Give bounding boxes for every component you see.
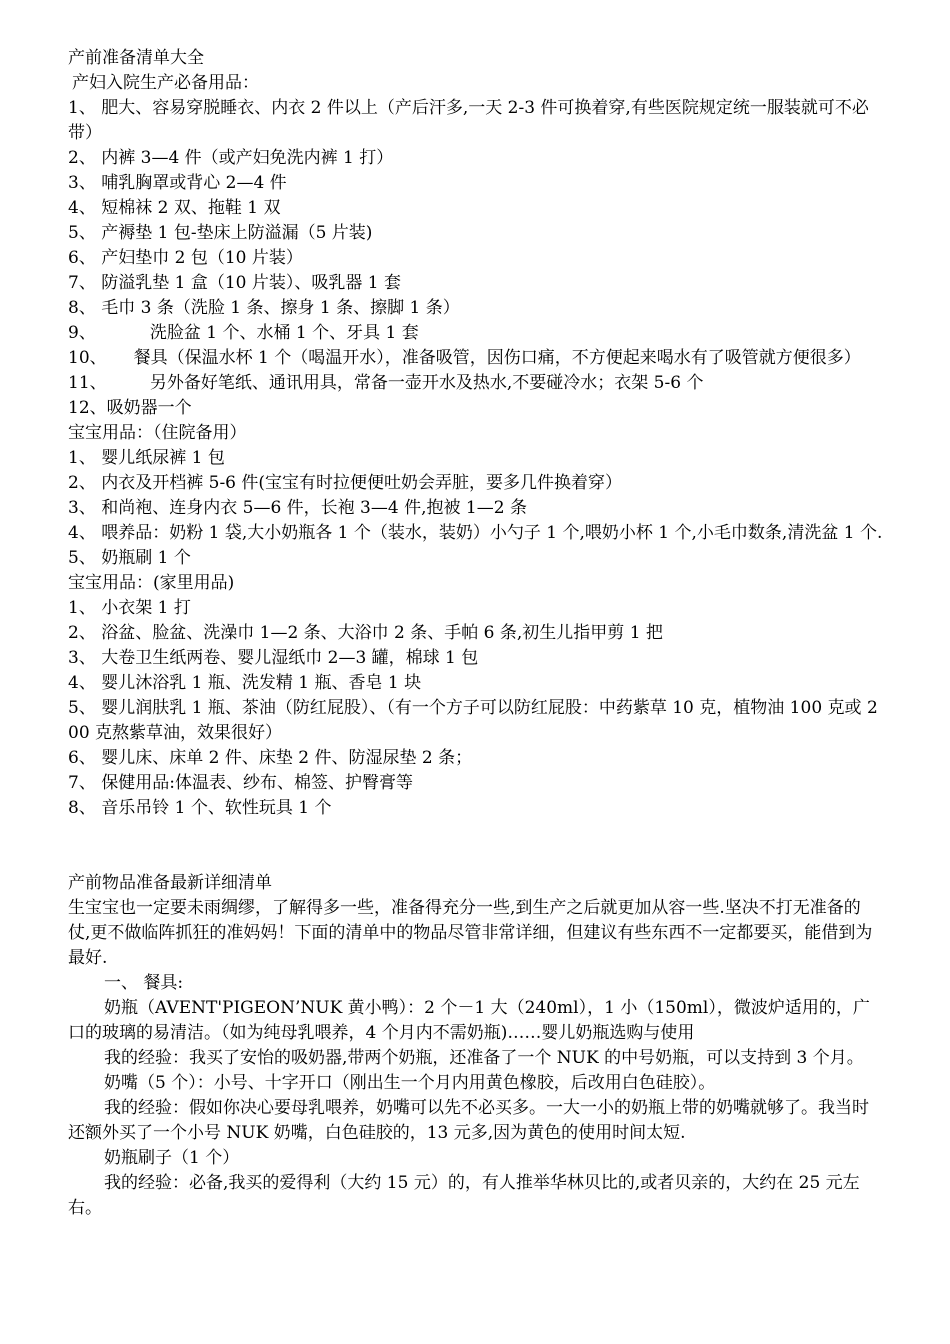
list-item: 4、 短棉袜 2 双、拖鞋 1 双	[68, 198, 281, 218]
second-title: 产前物品准备最新详细清单	[68, 873, 272, 893]
baby-hospital-list	[68, 446, 883, 571]
list-item: 4、 婴儿沐浴乳 1 瓶、洗发精 1 瓶、香皂 1 块	[68, 673, 422, 693]
baby-home-heading: 宝宝用品：(家里用品)	[68, 573, 235, 593]
list-item: 5、 奶瓶刷 1 个	[68, 548, 191, 568]
list-item: 2、 浴盆、脸盆、洗澡巾 1—2 条、大浴巾 2 条、手帕 6 条,初生儿指甲剪 1 把	[68, 623, 663, 643]
document-title: 产前准备清单大全	[68, 48, 204, 68]
section-spacer	[68, 821, 883, 871]
list-item: 1、 婴儿纸尿裤 1 包	[68, 448, 225, 468]
list-item: 3、 大卷卫生纸两卷、婴儿湿纸巾 2—3 罐，棉球 1 包	[68, 648, 479, 668]
paragraph-nipple: 奶嘴（5 个）：小号、十字开口（刚出生一个月内用黄色橡胶，后改用白色硅胶）。	[104, 1073, 716, 1093]
baby-hospital-heading: 宝宝用品：（住院备用）	[68, 423, 247, 443]
list-item: 12、吸奶器一个	[68, 398, 192, 418]
list-item: 9、 洗脸盆 1 个、水桶 1 个、牙具 1 套	[68, 323, 419, 343]
intro-paragraph: 生宝宝也一定要未雨绸缪，了解得多一些，准备得充分一些,到生产之后就更加从容一些.坚决不打无准备的仗,更不做临阵抓狂的准妈妈！下面的清单中的物品尽管非常详细，但建议有些东西不一定都要买，能借到为最好.	[68, 898, 873, 968]
paragraph-experience: 我的经验：我买了安怡的吸奶器,带两个奶瓶，还准备了一个 NUK 的中号奶瓶，可以支持到 3 个月。	[104, 1048, 864, 1068]
list-item: 8、 音乐吊铃 1 个、软性玩具 1 个	[68, 798, 332, 818]
list-item: 1、 肥大、容易穿脱睡衣、内衣 2 件以上（产后汗多,一天 2-3 件可换着穿,有些医院规定统一服装就可不必带）	[68, 98, 869, 143]
document-page	[68, 46, 883, 1221]
section-heading-tableware: 一、 餐具:	[104, 973, 184, 993]
paragraph-bottle: 奶瓶（AVENT'PIGEON’NUK 黄小鸭）：2 个－1 大（240ml），1 小（150ml），微波炉适用的，广口的玻璃的易清洁。（如为纯母乳喂养，4 个月内不需奶瓶)……婴儿奶瓶选购与使用	[68, 998, 870, 1043]
mother-section-heading: 产妇入院生产必备用品：	[72, 73, 259, 93]
list-item: 2、 内衣及开档裤 5-6 件(宝宝有时拉便便吐奶会弄脏，要多几件换着穿）	[68, 473, 623, 493]
list-item: 11、 另外备好笔纸、通讯用具，常备一壶开水及热水,不要碰冷水；衣架 5-6 个	[68, 373, 704, 393]
list-item: 3、 哺乳胸罩或背心 2—4 件	[68, 173, 287, 193]
list-item: 6、 婴儿床、床单 2 件、床垫 2 件、防湿尿垫 2 条；	[68, 748, 473, 768]
baby-home-list	[68, 596, 883, 821]
list-item: 7、 防溢乳垫 1 盒（10 片装）、吸乳器 1 套	[68, 273, 402, 293]
list-item: 2、 内裤 3—4 件（或产妇免洗内裤 1 打）	[68, 148, 394, 168]
list-item: 8、 毛巾 3 条（洗脸 1 条、擦身 1 条、擦脚 1 条）	[68, 298, 460, 318]
list-item: 5、 婴儿润肤乳 1 瓶、茶油（防红屁股）、（有一个方子可以防红屁股：中药紫草 10 克，植物油 100 克或 200 克熬紫草油，效果很好）	[68, 698, 878, 743]
list-item: 10、 餐具（保温水杯 1 个（喝温开水），准备吸管，因伤口痛，不方便起来喝水有了吸管就方便很多）	[68, 348, 861, 368]
mother-items-list	[68, 96, 883, 421]
list-item: 6、 产妇垫巾 2 包（10 片装）	[68, 248, 303, 268]
paragraph-brush: 奶瓶刷子（1 个）	[104, 1148, 240, 1168]
paragraph-experience: 我的经验：假如你决心要母乳喂养，奶嘴可以先不必买多。一大一小的奶瓶上带的奶嘴就够了。我当时还额外买了一个小号 NUK 奶嘴，白色硅胶的，13 元多,因为黄色的使用时间太短.	[68, 1098, 869, 1143]
list-item: 3、 和尚袍、连身内衣 5—6 件，长袍 3—4 件,抱被 1—2 条	[68, 498, 527, 518]
list-item: 1、 小衣架 1 打	[68, 598, 191, 618]
list-item: 4、 喂养品：奶粉 1 袋,大小奶瓶各 1 个（装水，装奶）小勺子 1 个,喂奶小杯 1 个,小毛巾数条,清洗盆 1 个.	[68, 523, 883, 543]
paragraph-experience: 我的经验：必备,我买的爱得利（大约 15 元）的，有人推举华林贝比的,或者贝亲的，大约在 25 元左右。	[68, 1173, 860, 1218]
list-item: 5、 产褥垫 1 包-垫床上防溢漏（5 片装)	[68, 223, 373, 243]
list-item: 7、 保健用品:体温表、纱布、棉签、护臀膏等	[68, 773, 413, 793]
